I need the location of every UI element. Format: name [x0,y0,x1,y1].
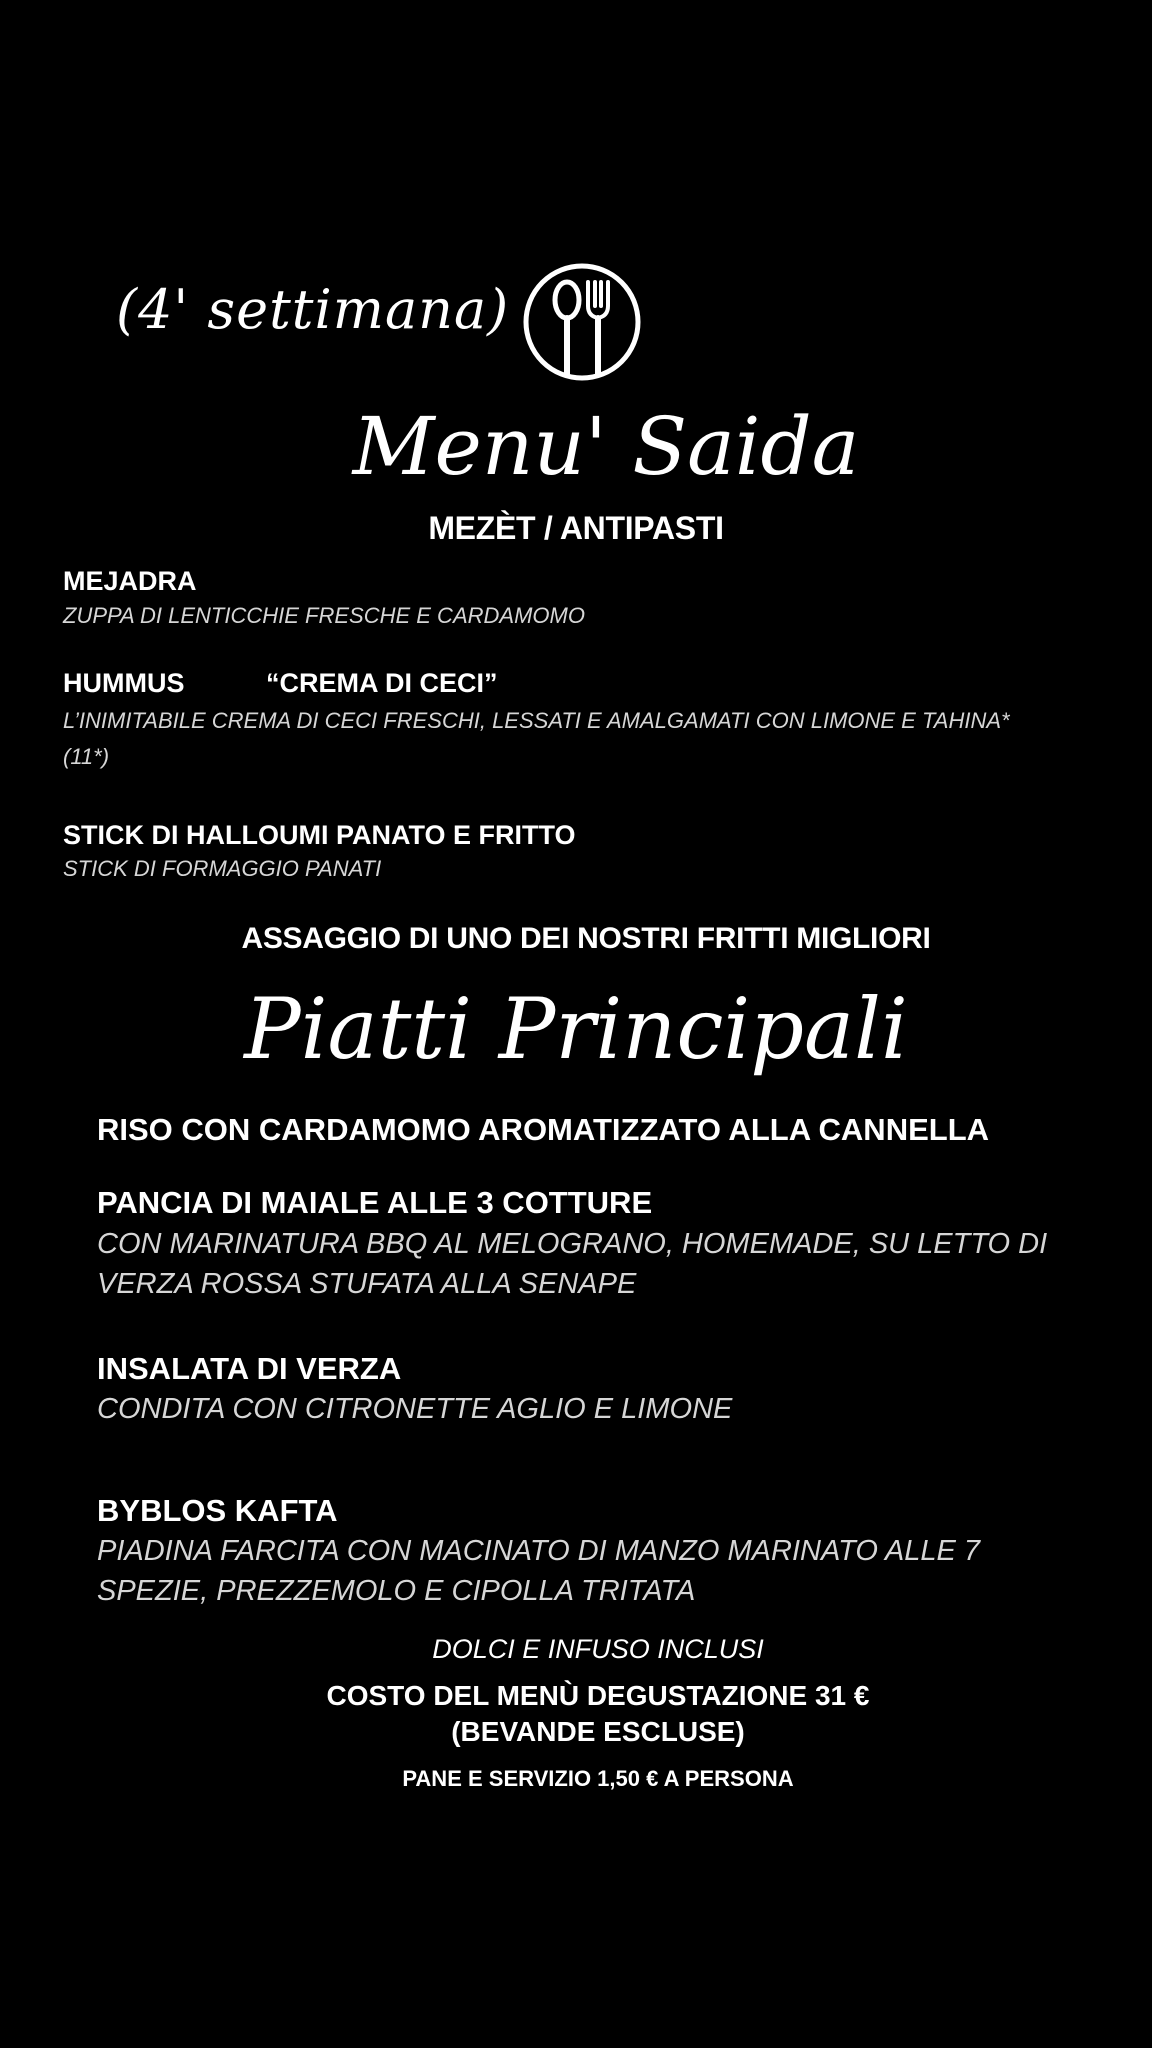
item-name-pancia: PANCIA DI MAIALE ALLE 3 COTTURE [97,1185,653,1220]
item-name-insalata: INSALATA DI VERZA [97,1351,402,1386]
piatti-principali-title: Piatti Principali [244,980,908,1078]
item-desc-byblos-line1: PIADINA FARCITA CON MACINATO DI MANZO MARINATO ALLE 7 [97,1535,980,1567]
item-desc-pancia-line1: CON MARINATURA BBQ AL MELOGRANO, HOMEMADE, SU LETTO DI [97,1228,1048,1260]
week-label: (4' settimana) [116,278,510,341]
price-line-2: (BEVANDE ESCLUSE) [451,1716,745,1747]
spoon-fork-icon [522,262,642,382]
antipasti-heading: MEZÈT / ANTIPASTI [428,510,724,546]
bread-service-note: PANE E SERVIZIO 1,50 € A PERSONA [402,1766,794,1791]
item-desc-pancia-line2: VERZA ROSSA STUFATA ALLA SENAPE [97,1268,637,1300]
item-desc-byblos-line2: SPEZIE, PREZZEMOLO E CIPOLLA TRITATA [97,1575,696,1607]
item-name-riso: RISO CON CARDAMOMO AROMATIZZATO ALLA CANNELLA [97,1112,990,1147]
item-name-mejadra: MEJADRA [63,566,197,596]
item-subtitle-hummus: “CREMA DI CECI” [266,668,498,698]
dolci-note: DOLCI E INFUSO INCLUSI [432,1634,764,1664]
item-desc-halloumi: STICK DI FORMAGGIO PANATI [63,856,382,881]
menu-title: Menu' Saida [352,400,860,493]
item-name-hummus: HUMMUS [63,668,185,698]
item-desc-mejadra: ZUPPA DI LENTICCHIE FRESCHE E CARDAMOMO [63,603,585,628]
item-note-hummus: (11*) [63,744,110,769]
item-name-halloumi: STICK DI HALLOUMI PANATO E FRITTO [63,820,576,850]
price-line-1: COSTO DEL MENÙ DEGUSTAZIONE 31 € [326,1680,870,1711]
item-desc-insalata: CONDITA CON CITRONETTE AGLIO E LIMONE [97,1393,733,1425]
item-desc-hummus: L’INIMITABILE CREMA DI CECI FRESCHI, LESSATI E AMALGAMATI CON LIMONE E TAHINA* [63,708,1010,733]
item-name-byblos: BYBLOS KAFTA [97,1493,338,1528]
fritti-note: ASSAGGIO DI UNO DEI NOSTRI FRITTI MIGLIORI [241,922,931,955]
